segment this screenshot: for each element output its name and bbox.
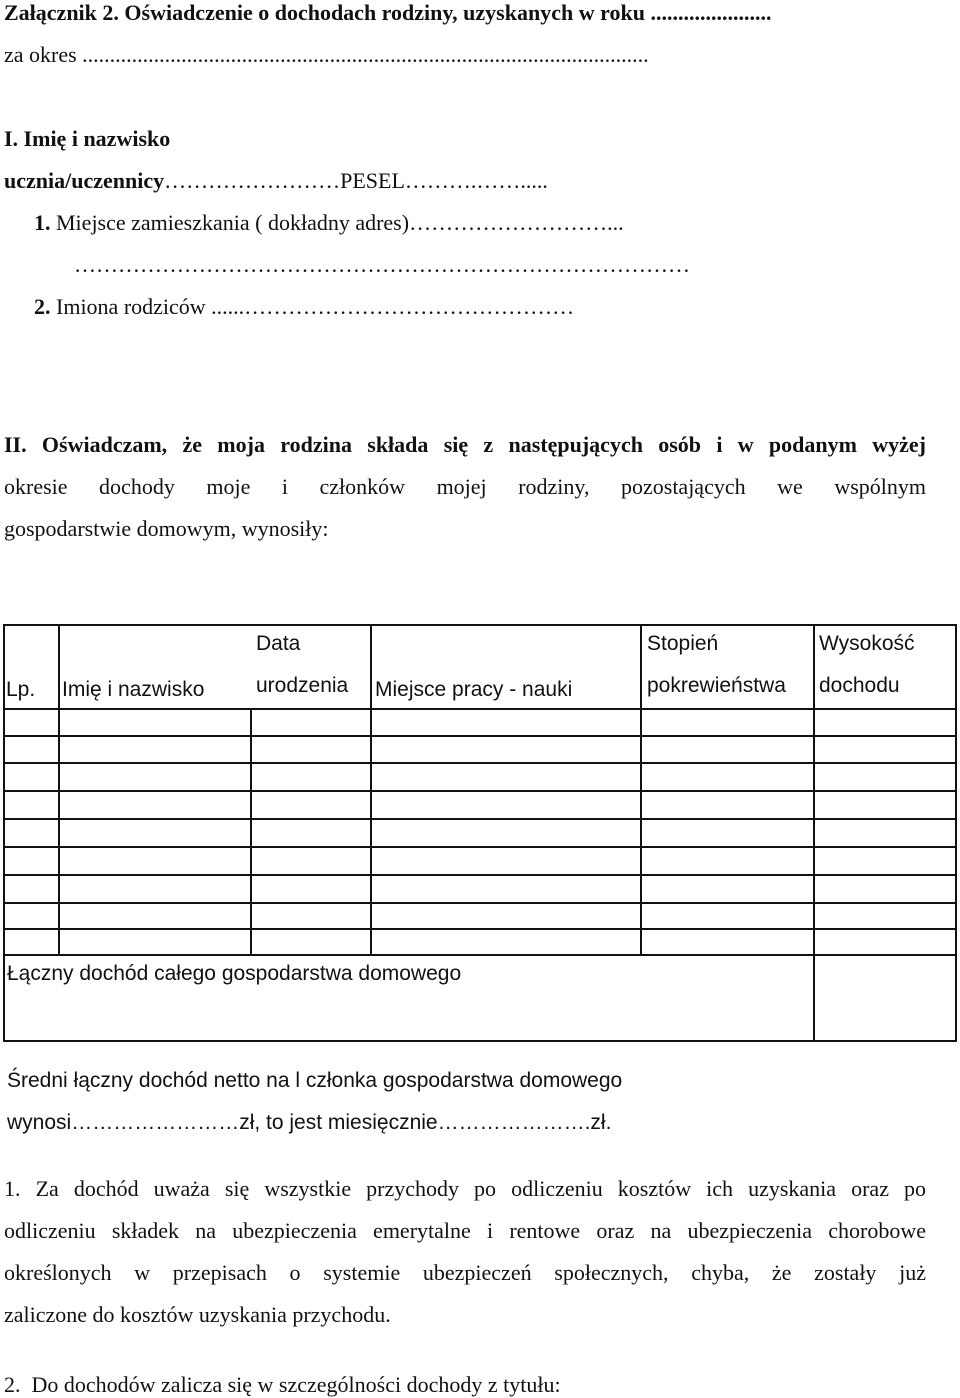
header-relation-line2: pokrewieństwa [647, 674, 786, 697]
header-lp: Lp. [6, 678, 36, 701]
parents-field[interactable]: ......……………………………………… [211, 294, 575, 319]
note1-line1 [4, 1176, 926, 1202]
note2-text: Do dochodów zalicza się w szczególności dochody z tytułu: [31, 1372, 561, 1397]
note1-line3: określonych w przepisach o systemie ubezpieczeń społecznych, chyba, że zostały już [4, 1260, 926, 1285]
note1-number: 1. [4, 1176, 21, 1201]
parents-line [34, 294, 574, 320]
note2-line [4, 1372, 561, 1398]
table-row[interactable] [5, 792, 955, 818]
section2-line3: gospodarstwie domowym, wynosiły: [4, 516, 329, 541]
table-row[interactable] [5, 904, 955, 928]
student-line [4, 168, 548, 194]
address-line [34, 210, 624, 236]
average-income-line2: wynosi……………………zł, to jest miesięcznie………………….zł. [7, 1111, 612, 1134]
item2-number: 2. [34, 294, 51, 319]
table-row[interactable] [5, 764, 955, 790]
pesel-label: PESEL [340, 168, 405, 193]
total-income-label: Łączny dochód całego gospodarstwa domowego [7, 962, 462, 985]
header-relation-line1: Stopień [647, 632, 719, 655]
period-line: za okres ....................................................................................................... [4, 42, 649, 67]
student-name-field[interactable]: …………………… [164, 168, 341, 193]
note1-line4: zaliczone do kosztów uzyskania przychodu. [4, 1302, 391, 1327]
header-date-line1: Data [256, 632, 301, 655]
section2-line1: II. Oświadczam, że moja rodzina składa się z następujących osób i w podanym wyżej [4, 432, 926, 457]
header-income-line2: dochodu [819, 674, 900, 697]
table-row[interactable] [5, 876, 955, 902]
parents-label: Imiona rodziców [56, 294, 206, 319]
header-place: Miejsce pracy - nauki [375, 678, 573, 701]
pesel-field[interactable]: ……….……..... [404, 168, 548, 193]
note1-line2: odliczeniu składek na ubezpieczenia emerytalne i rentowe oraz na ubezpieczenia chorobowe [4, 1218, 926, 1243]
document-title: Załącznik 2. Oświadczenie o dochodach rodziny, uzyskanych w roku ...................... [4, 0, 772, 25]
section2-line2: okresie dochody moje i członków mojej rodziny, pozostających we wspólnym [4, 474, 926, 499]
header-date-line2: urodzenia [256, 674, 349, 697]
item1-number: 1. [34, 210, 51, 235]
table-row[interactable] [5, 737, 955, 762]
section1-heading: I. Imię i nazwisko [4, 126, 171, 151]
note2-number: 2. [4, 1372, 21, 1397]
table-row[interactable] [5, 848, 955, 874]
address-label: Miejsce zamieszkania ( dokładny adres) [56, 210, 410, 235]
student-label: ucznia/uczennicy [4, 168, 165, 193]
address-field-continued[interactable]: ………………………………………………………………………… [74, 252, 690, 277]
header-name: Imię i nazwisko [62, 678, 205, 701]
table-row[interactable] [5, 710, 955, 735]
average-income-line1: Średni łączny dochód netto na l członka gospodarstwa domowego [7, 1069, 623, 1092]
note1-text: Za dochód uważa się wszystkie przychody po odliczeniu kosztów ich uzyskania oraz po [35, 1176, 927, 1201]
address-field[interactable]: ………………………... [409, 210, 624, 235]
header-income-line1: Wysokość [819, 632, 915, 655]
table-row[interactable] [5, 820, 955, 846]
table-border-right [955, 624, 957, 1042]
